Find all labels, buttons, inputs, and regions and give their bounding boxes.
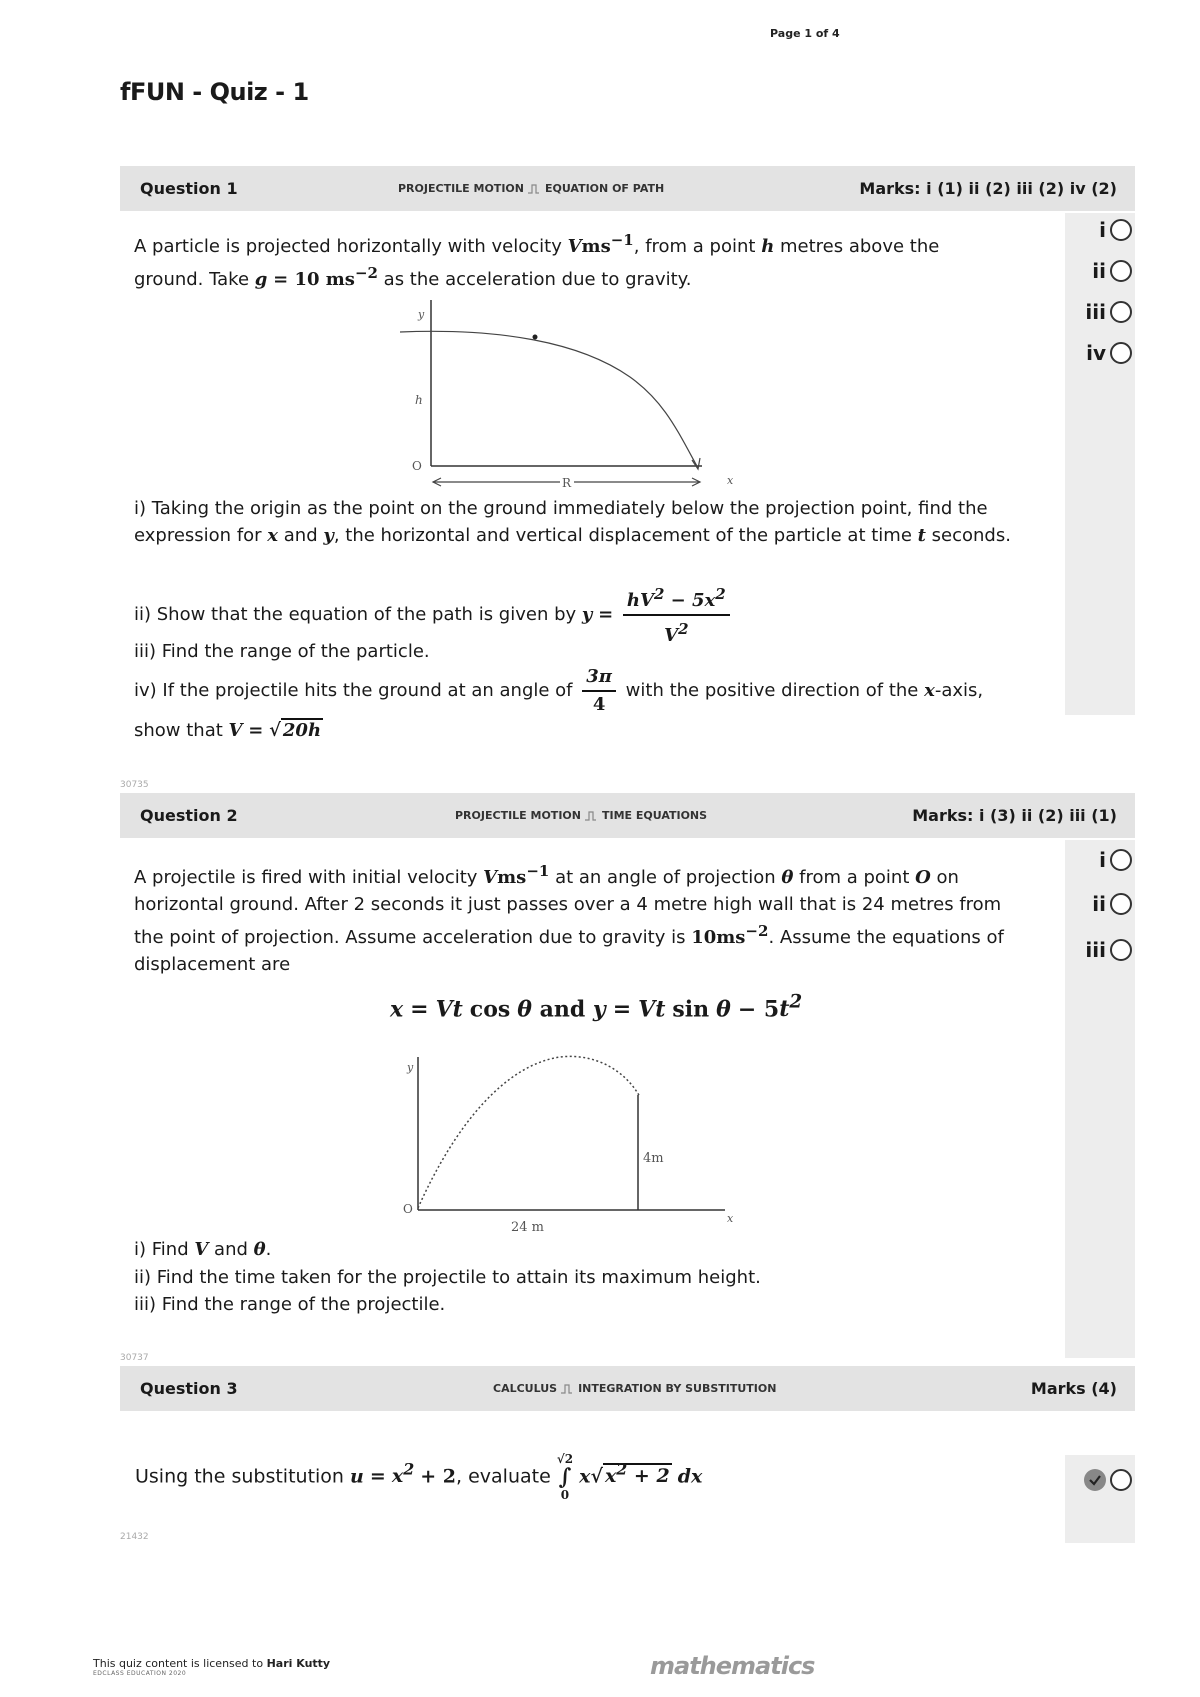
checkmark-icon	[1084, 1469, 1106, 1491]
part-label: iii	[1085, 300, 1106, 324]
licensee-name: Hari Kutty	[266, 1657, 331, 1670]
question-2-part-i: i) Find V and θ.	[134, 1239, 272, 1260]
answer-radio[interactable]	[1110, 849, 1132, 871]
question-1-intro: A particle is projected horizontally with velocity Vms$^{-1}$, from a point h metres above the ground. Take g = 10 $ms^{-2}$ as the acceleration due to gravity.	[134, 231, 940, 290]
question-label: Question 2	[140, 806, 238, 825]
question-topic	[455, 809, 707, 822]
question-id: 30737	[120, 1353, 149, 1363]
part-label: i	[1099, 218, 1106, 242]
question-1-part-i: i) Taking the origin as the point on the ground immediately below the projection point, find the expression for x and y, the horizontal and vertical displacement of the particle at time t seconds.	[134, 498, 1011, 546]
question-label: Question 3	[140, 1379, 238, 1398]
subtopic-label: INTEGRATION BY SUBSTITUTION	[578, 1382, 777, 1395]
height-label: h	[415, 393, 423, 407]
answer-radio[interactable]	[1110, 893, 1132, 915]
question-label: Question 1	[140, 179, 238, 198]
part-label: iv	[1086, 341, 1106, 365]
answer-radio[interactable]	[1110, 939, 1132, 961]
subtopic-label: EQUATION OF PATH	[544, 182, 665, 195]
question-2-header	[120, 793, 1135, 838]
question-id: 21432	[120, 1532, 149, 1542]
step-arrow-icon	[585, 810, 598, 822]
axis-label-x: x	[727, 1212, 734, 1225]
answer-part-iii[interactable]	[1066, 297, 1132, 327]
answer-radio[interactable]	[1110, 260, 1132, 282]
question-2-intro: A projectile is fired with initial velocity Vms$^{-1}$ at an angle of projection θ from a point O on horizontal ground. After 2 seconds it just passes over a 4 metre high wall that is 24 metres from the point of projection. Assume acceleration due to gravity is $10ms^{-2}$. Assume the equations of displacement are	[134, 862, 1004, 975]
axis-label-y: y	[418, 308, 425, 321]
answer-part[interactable]	[1066, 1465, 1132, 1495]
answer-part-ii[interactable]	[1066, 889, 1132, 919]
question-3-text: Using the substitution $u = x^2 + 2$, evaluate √2 ∫ 0 x√ $x^2 + 2$ dx	[135, 1451, 703, 1502]
topic-label: CALCULUS	[493, 1382, 558, 1395]
question-2-part-ii: ii) Find the time taken for the projectile to attain its maximum height.	[134, 1267, 761, 1288]
question-2-part-iii: iii) Find the range of the projectile.	[134, 1294, 446, 1315]
axis-label-y: y	[407, 1061, 414, 1074]
topic-label: PROJECTILE MOTION	[398, 182, 524, 195]
step-arrow-icon	[528, 183, 541, 195]
axis-label-x: x	[727, 474, 734, 487]
question-1-part-iii: iii) Find the range of the particle.	[134, 641, 430, 662]
answer-part-i[interactable]	[1066, 845, 1132, 875]
wall-height-label: 4m	[643, 1151, 664, 1166]
distance-label: 24 m	[511, 1220, 545, 1235]
question-topic	[398, 182, 664, 195]
question-id: 30735	[120, 780, 149, 790]
answer-radio[interactable]	[1110, 1469, 1132, 1491]
question-marks: Marks: i (1) ii (2) iii (2) iv (2)	[859, 179, 1117, 198]
topic-label: PROJECTILE MOTION	[455, 809, 581, 822]
step-arrow-icon	[561, 1383, 574, 1395]
answer-part-ii[interactable]	[1066, 256, 1132, 286]
question-3-header	[120, 1366, 1135, 1411]
answer-radio[interactable]	[1110, 301, 1132, 323]
page-number: Page 1 of 4	[770, 27, 840, 40]
wall-trajectory-diagram	[395, 1045, 745, 1235]
origin-label: O	[403, 1202, 413, 1216]
displacement-equations: x = Vt cos θ and y = Vt $\sin \theta - 5t^2$	[390, 992, 803, 1023]
origin-label: O	[412, 459, 422, 473]
answer-radio[interactable]	[1110, 219, 1132, 241]
part-label: ii	[1092, 892, 1106, 916]
question-1-part-ii: ii) Show that the equation of the path is given by y = $\frac{hV^2 - 5x^2}{V^2}$	[134, 582, 1014, 648]
license-notice: This quiz content is licensed to Hari Kutty EDCLASS EDUCATION 2020	[93, 1657, 331, 1677]
answer-column	[1065, 213, 1135, 715]
subtopic-label: TIME EQUATIONS	[601, 809, 708, 822]
question-marks: Marks (4)	[1030, 1379, 1117, 1398]
answer-radio[interactable]	[1110, 342, 1132, 364]
part-label: ii	[1092, 259, 1106, 283]
question-topic	[493, 1382, 776, 1395]
mathematics-logo: mathematics	[650, 1652, 815, 1680]
answer-part-iii[interactable]	[1066, 935, 1132, 965]
license-subtext: EDCLASS EDUCATION 2020	[93, 1670, 187, 1677]
question-marks: Marks: i (3) ii (2) iii (1)	[912, 806, 1117, 825]
range-label: R	[562, 476, 572, 488]
part-label: i	[1099, 848, 1106, 872]
quiz-title: fFUN - Quiz - 1	[120, 78, 309, 106]
part-label: iii	[1085, 938, 1106, 962]
trajectory-diagram	[380, 292, 740, 488]
answer-part-iv[interactable]	[1066, 338, 1132, 368]
answer-part-i[interactable]	[1066, 215, 1132, 245]
question-1-header	[120, 166, 1135, 211]
question-1-part-iv: iv) If the projectile hits the ground at an angle of $\frac{3\pi}{4}$ with the positive direction of the x-axis, show that V = √ 20h	[134, 666, 984, 741]
